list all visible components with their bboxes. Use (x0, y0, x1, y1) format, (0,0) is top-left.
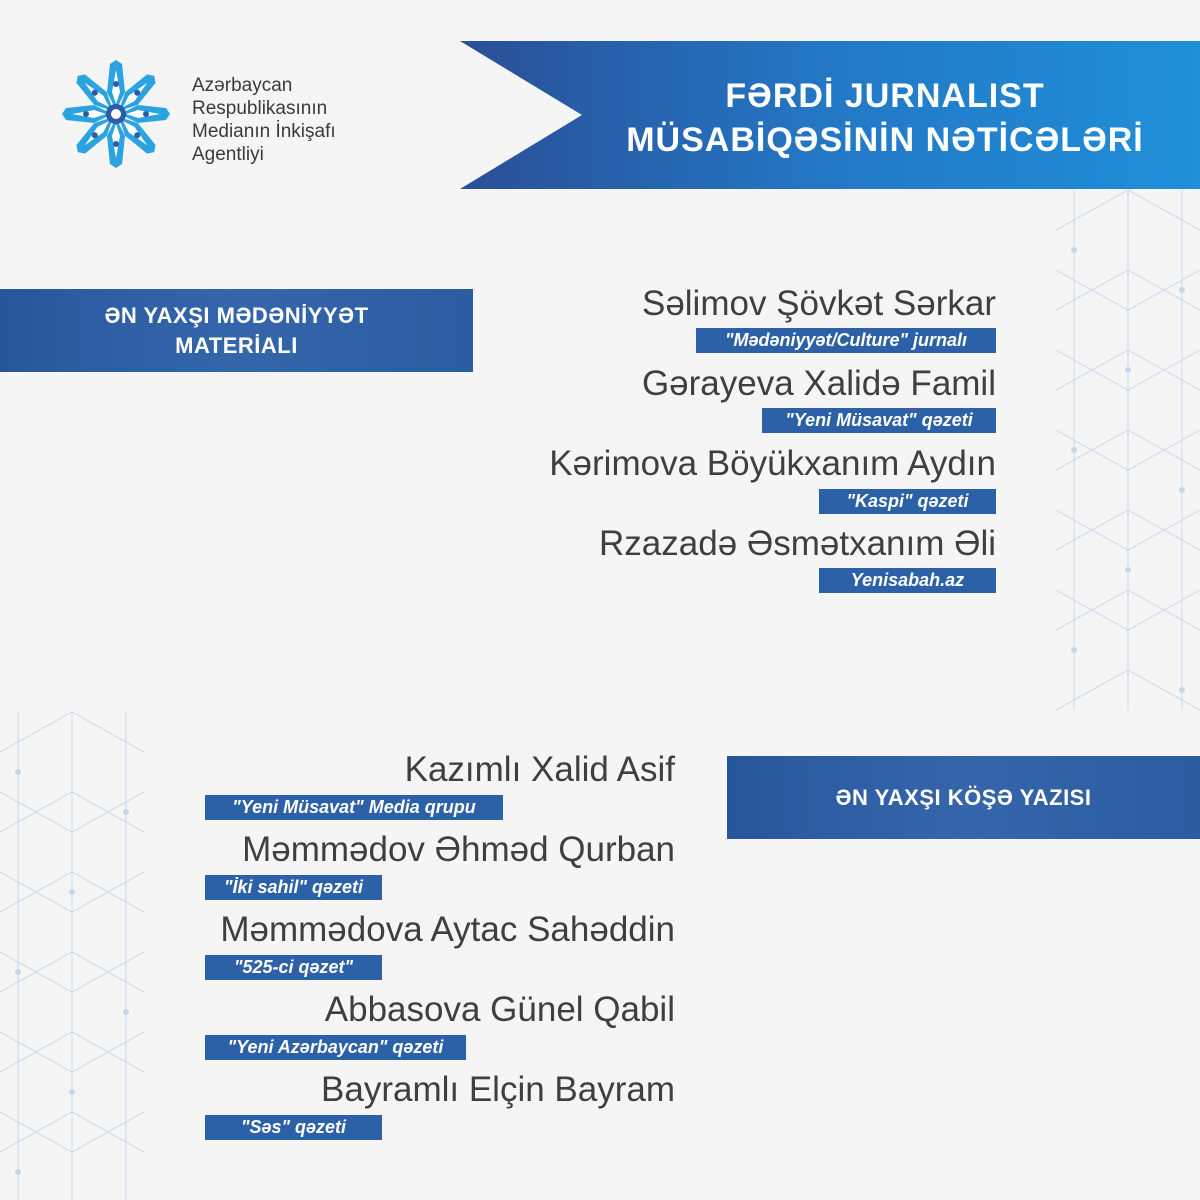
winner-entry (205, 830, 675, 904)
winner-name: Abbasova Günel Qabil (324, 990, 675, 1029)
agency-logo (60, 58, 172, 170)
background-pattern-right (1056, 190, 1200, 710)
winner-name: Kazımlı Xalid Asif (404, 750, 675, 789)
organization-name (192, 74, 336, 166)
winner-entry (520, 524, 996, 596)
winner-entry (520, 444, 996, 516)
winner-outlet: "Mədəniyyət/Culture" jurnalı (696, 328, 996, 353)
winner-name: Bayramlı Elçin Bayram (321, 1070, 675, 1109)
winner-name: Səlimov Şövkət Sərkar (641, 284, 996, 323)
winner-name: Rzazadə Əsmətxanım Əli (599, 524, 996, 563)
winner-outlet: "İki sahil" qəzeti (205, 875, 382, 900)
category-label-column (727, 756, 1200, 839)
winner-outlet: "Kaspi" qəzeti (819, 489, 996, 514)
organization-name-line: Respublikasının (192, 98, 328, 119)
page-title-line: FƏRDİ JURNALIST (725, 77, 1045, 115)
winner-outlet: "Yeni Azərbaycan" qəzeti (205, 1035, 466, 1060)
organization-name-line: Agentliyi (192, 144, 264, 165)
winner-outlet: Yenisabah.az (819, 568, 996, 593)
winner-outlet: "525-ci qəzet" (205, 955, 382, 980)
category-label-line: ƏN YAXŞI KÖŞƏ YAZISI (835, 784, 1092, 810)
page-title-line: MÜSABİQƏSİNİN NƏTİCƏLƏRİ (626, 121, 1144, 159)
organization-name-line: Medianın İnkişafı (192, 121, 336, 142)
winner-entry (205, 750, 675, 824)
winner-outlet: "Yeni Müsavat" qəzeti (762, 408, 996, 433)
page-title (580, 74, 1190, 162)
winner-name: Məmmədova Aytac Sahəddin (220, 910, 675, 949)
winner-name: Gərayeva Xalidə Famil (641, 364, 996, 403)
winner-entry (205, 910, 675, 984)
category-label-line: ƏN YAXŞI MƏDƏNİYYƏT (104, 302, 369, 328)
header-banner (460, 41, 1200, 189)
winner-outlet: "Yeni Müsavat" Media qrupu (205, 795, 503, 820)
category-label-culture (0, 289, 473, 372)
winner-outlet: "Səs" qəzeti (205, 1115, 382, 1140)
winner-name: Məmmədov Əhməd Qurban (242, 830, 675, 869)
winner-entry (520, 284, 996, 356)
category-label-line: MATERİALI (175, 332, 298, 358)
winner-entry (205, 990, 675, 1064)
background-pattern-left (0, 712, 144, 1200)
winner-name: Kərimova Böyükxanım Aydın (549, 444, 996, 483)
winner-entry (520, 364, 996, 436)
organization-name-line: Azərbaycan (192, 75, 293, 96)
winner-entry (205, 1070, 675, 1144)
